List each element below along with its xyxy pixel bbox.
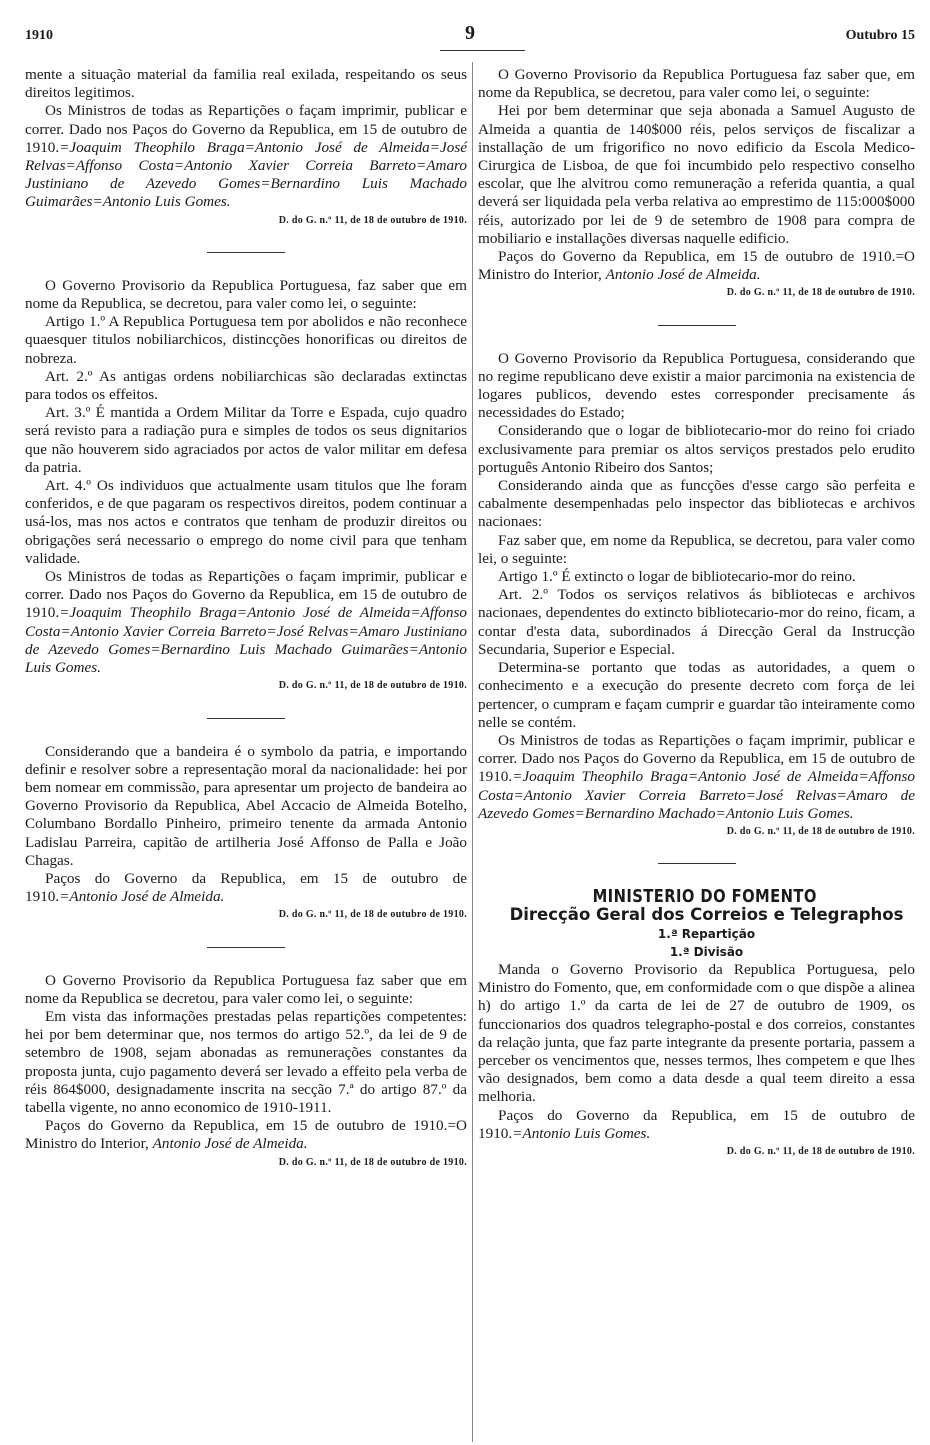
article: Artigo 1.º A Republica Portuguesa tem por abolidos e não reconhece quaesquer titulos nobiliarchicos, distincções honorificas ou direitos de nobreza.: [25, 313, 467, 367]
paragraph: O Governo Provisorio da Republica Portuguesa, faz saber que em nome da Republica, se decretou, para valer como lei, o seguinte:: [25, 276, 467, 313]
decree-bibliotecario: [478, 350, 915, 841]
signatures: =Joaquim Theophilo Braga=Antonio José de Almeida=José Relvas=Affonso Costa=Antonio Xavier Correia Barreto=Amaro Justiniano de Azevedo Gomes=Bernardino Luis Machado Guimarães=Antonio Luis Gomes.: [25, 138, 467, 211]
paragraph: Hei por bem determinar que seja abonada a Samuel Augusto de Almeida a quantia de 140$000 réis, pelos serviços de fiscalizar a installação de um frigorifico no novo edificio da Escola Medico-Cirurgica de Lisboa, de que foi incumbido pelo respectivo conselho escolar, que lhe alvitrou como remuneração a referida quantia, a qual deverá ser liquidada pela verba relativa ao emprestimo de 115:000$000 réis, autorizado por lei de 9 de setembro de 1908 para compra de mobiliario e installações diversas naquelle edificio.: [478, 102, 915, 247]
header-year: 1910: [25, 28, 53, 43]
source-citation: D. do G. n.º 11, de 18 de outubro de 1910.: [726, 1145, 915, 1157]
source-citation: D. do G. n.º 11, de 18 de outubro de 1910.: [278, 680, 467, 692]
paragraph: Em vista das informações prestadas pelas repartições competentes: hei por bem determinar que, nos termos do artigo 52.º, da lei de 9 de setembro de 1908, sejam abonadas as remunerações constantes da proposta junta, cujo pagamento deverá ser levado a effeito pela verba de réis 864$000, designadamente inscrita na secção 7.ª do artigo 87.º da tabella vigente, no anno economico de 1910-1911.: [25, 1007, 467, 1116]
source-citation: D. do G. n.º 11, de 18 de outubro de 1910.: [278, 909, 467, 921]
section-fomento: [478, 888, 915, 1161]
paragraph: Os Ministros de todas as Repartições o façam imprimir, publicar e correr. Dado nos Paços do Governo da Republica, em 15 de outubro de 1910.=Joaquim Theophilo Braga=Antonio José de Almeida=Affonso Costa=Antonio Xavier Correia Barreto=José Relvas=Amaro de Azevedo Gomes=Bernardino Machado=Antonio Luis Gomes.: [478, 731, 915, 822]
paragraph: mente a situação material da familia real exilada, respeitando os seus direitos legitimos.: [25, 66, 467, 102]
decree-flag-commission: [25, 743, 467, 925]
decree-remunerations: [25, 972, 467, 1172]
page-header: [25, 22, 915, 52]
paragraph: Considerando que a bandeira é o symbolo da patria, e importando definir e resolver sobre a representação moral da nacionalidade: hei por bem nomear em commissão, para apresentar um projecto de bandeira ao Governo Provisorio da Republica, Abel Accacio de Almeida Botelho, Columbano Bordallo Pinheiro, primeiro tenente da armada Antonio Ladislau Parreira, capitão de artilheria José Affonso de Palla e João Chagas.: [25, 742, 467, 869]
header-rule: [440, 50, 525, 51]
paragraph: Os Ministros de todas as Repartições o façam imprimir, publicar e correr. Dado nos Paços do Governo da Republica, em 15 de outubro de 1910.=Joaquim Theophilo Braga=Antonio José de Almeida=José Relvas=Affonso Costa=Antonio Xavier Correia Barreto=Amaro Justiniano de Azevedo Gomes=Bernardino Luis Machado Guimarães=Antonio Luis Gomes.: [25, 102, 467, 211]
paragraph: Paços do Governo da Republica, em 15 de outubro de 1910.=Antonio José de Almeida.: [25, 869, 467, 906]
left-column: [25, 66, 467, 1172]
paragraph: O Governo Provisorio da Republica Portuguesa, considerando que no regime republicano deve existir a maior parcimonia na existencia de logares publicos, devendo estes corresponder precisamente ás necessidades do Estado;: [478, 349, 915, 422]
article: Art. 2.º Todos os serviços relativos ás bibliotecas e archivos nacionaes, dependentes do extincto bibliotecario-mor do reino, ficam, a contar d'esta data, subordinados á Direcção Geral da Instrucção Secundaria, Superior e Especial.: [478, 586, 915, 658]
paragraph: Determina-se portanto que todas as autoridades, a quem o conhecimento e a execução do presente decreto com força de lei pertencer, o cumpram e façam cumprir e guardar tão inteiramente como nelle se contém.: [478, 659, 915, 731]
separator-rule: [207, 718, 285, 719]
direction-heading: Direcção Geral dos Correios e Telegraphos: [509, 905, 904, 925]
division-heading: 1.ª Divisão: [669, 944, 744, 959]
paragraph: Os Ministros de todas as Repartições o façam imprimir, publicar e correr. Dado nos Paços do Governo da Republica, em 15 de outubro de 1910.=Joaquim Theophilo Braga=Antonio José de Almeida=Affonso Costa=Antonio Xavier Correia Barreto=José Relvas=Amaro Justiniano de Azevedo Gomes=Bernardino Luis Machado Guimarães=Antonio Luis Gomes.: [25, 568, 467, 677]
paragraph: Considerando ainda que as funcções d'esse cargo são perfeita e cabalmente desempenhadas pelo inspector das bibliotecas e archivos nacionaes:: [478, 477, 915, 531]
signatures: Antonio José de Almeida.: [605, 266, 761, 284]
repartition-heading: 1.ª Repartição: [657, 926, 756, 941]
ministry-heading: MINISTERIO DO FOMENTO: [592, 886, 817, 908]
article: Artigo 1.º É extincto o logar de bibliotecario-mor do reino.: [498, 568, 856, 586]
paragraph: Faz saber que, em nome da Republica, se decretou, para valer como lei, o seguinte:: [478, 531, 915, 567]
article: Art. 4.º Os individuos que actualmente usam titulos que lhe foram conferidos, e de que pagaram os respectivos direitos, podem continuar a usá-los, mas nos actos e contratos que tenham de produzir direitos ou obrigações será necessario o emprego do nome civil para que tenham validade.: [25, 477, 467, 567]
decree-nobility: [25, 277, 467, 696]
paragraph: Paços do Governo da Republica, em 15 de outubro de 1910.=O Ministro do Interior, Antonio José de Almeida.: [478, 248, 915, 284]
right-column: [478, 66, 915, 1161]
separator-rule: [207, 947, 285, 948]
separator-rule: [207, 252, 285, 253]
header-date: Outubro 15: [845, 28, 915, 43]
decree-continuation: [25, 66, 467, 230]
page-number: 9: [465, 22, 475, 44]
decree-frigorifico: [478, 66, 915, 303]
signatures: =Antonio José de Almeida.: [59, 888, 225, 906]
source-citation: D. do G. n.º 11, de 18 de outubro de 1910.: [726, 287, 915, 299]
source-citation: D. do G. n.º 11, de 18 de outubro de 1910.: [278, 1156, 467, 1168]
paragraph: O Governo Provisorio da Republica Portuguesa faz saber que, em nome da Republica, se decretou, para valer como lei, o seguinte:: [478, 66, 915, 102]
article: Art. 3.º É mantida a Ordem Militar da Torre e Espada, cujo quadro será revisto para a radiação pura e simples de todos os seus dignitarios que não houverem sido agraciados por actos de valor militar em defesa da patria.: [25, 404, 467, 476]
signatures: Antonio José de Almeida.: [152, 1135, 308, 1153]
signatures: =Joaquim Theophilo Braga=Antonio José de Almeida=Affonso Costa=Antonio Xavier Correia Barreto=José Relvas=Amaro de Azevedo Gomes=Bernardino Machado=Antonio Luis Gomes.: [478, 768, 915, 822]
separator-rule: [658, 325, 736, 326]
signatures: =Antonio Luis Gomes.: [512, 1124, 651, 1142]
paragraph: Paços do Governo da Republica, em 15 de outubro de 1910.=O Ministro do Interior, Antonio José de Almeida.: [25, 1117, 467, 1153]
paragraph: Considerando que o logar de bibliotecario-mor do reino foi criado exclusivamente para premiar os altos serviços prestados pelo erudito português Antonio Ribeiro dos Santos;: [478, 422, 915, 476]
paragraph: Manda o Governo Provisorio da Republica Portuguesa, pelo Ministro do Fomento, que, em conformidade com o que dispõe a alinea h) do artigo 1.º da carta de lei de 27 de outubro de 1909, os funccionarios dos quadros telegrapho-postal e dos correios, constantes da relação junta, que faz parte integrante da presente portaria, passem a perceber os vencimentos que, nesses termos, lhes competem e que lhes vão designados, bem como a data desde a qual teem direito a essa melhoria.: [478, 960, 915, 1106]
paragraph: O Governo Provisorio da Republica Portuguesa faz saber que em nome da Republica se decretou, para valer como lei, o seguinte:: [25, 971, 467, 1007]
source-citation: D. do G. n.º 11, de 18 de outubro de 1910.: [278, 214, 467, 226]
signatures: =Joaquim Theophilo Braga=Antonio José de Almeida=Affonso Costa=Antonio Xavier Correia Barreto=José Relvas=Amaro Justiniano de Azevedo Gomes=Bernardino Luis Machado Guimarães=Antonio Luis Gomes.: [25, 604, 467, 677]
paragraph: Paços do Governo da Republica, em 15 de outubro de 1910.=Antonio Luis Gomes.: [478, 1106, 915, 1142]
column-divider: [472, 62, 473, 1442]
separator-rule: [658, 863, 736, 864]
article: Art. 2.º As antigas ordens nobiliarchicas são declaradas extinctas para todos os effeitos.: [25, 367, 467, 404]
source-citation: D. do G. n.º 11, de 18 de outubro de 1910.: [726, 825, 915, 837]
